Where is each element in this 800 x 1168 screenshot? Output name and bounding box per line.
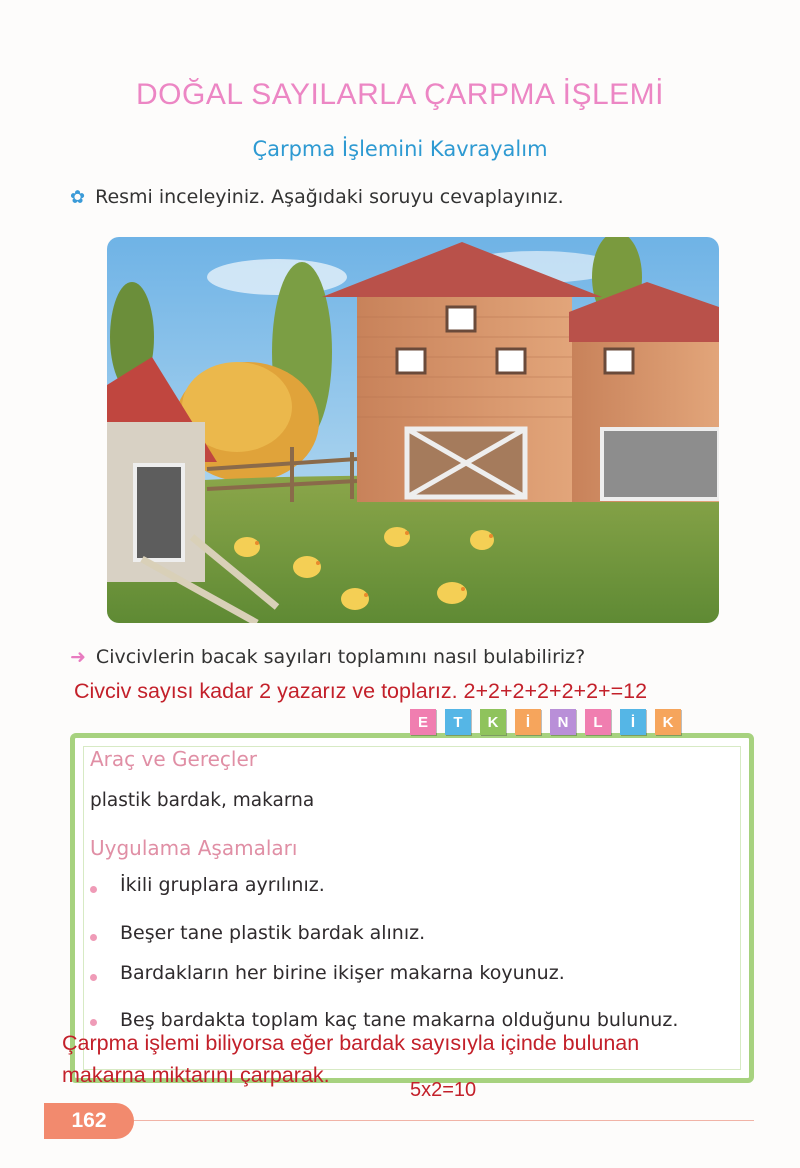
banner-letter: T <box>445 709 471 735</box>
arrow-right-icon: ➜ <box>70 646 86 668</box>
bullet-icon <box>90 934 97 941</box>
page-number: 162 <box>44 1103 134 1139</box>
step-item: Bardakların her birine ikişer makarna koyunuz. <box>120 962 565 984</box>
materials-text: plastik bardak, makarna <box>90 790 315 811</box>
banner-letter: İ <box>515 709 541 735</box>
step-item: Beşer tane plastik bardak alınız. <box>120 922 426 944</box>
footer-rule <box>134 1120 754 1121</box>
handwritten-answer-line-2: makarna miktarını çarparak. <box>62 1063 330 1087</box>
section-subtitle: Çarpma İşlemini Kavrayalım <box>252 137 548 161</box>
instruction-text: Resmi inceleyiniz. Aşağıdaki soruyu cevaplayınız. <box>95 186 564 208</box>
step-item: İkili gruplara ayrılınız. <box>120 874 325 896</box>
farm-illustration <box>107 237 719 623</box>
question-line <box>70 646 585 668</box>
bullet-icon <box>90 974 97 981</box>
handwritten-answer-line-1: Çarpma işlemi biliyorsa eğer bardak sayısıyla içinde bulunan <box>62 1031 640 1055</box>
banner-letter: L <box>585 709 611 735</box>
instruction-line <box>70 186 564 208</box>
flower-icon: ✿ <box>70 187 86 208</box>
question-text: Civcivlerin bacak sayıları toplamını nasıl bulabiliriz? <box>95 646 586 668</box>
handwritten-answer: Civciv sayısı kadar 2 yazarız ve toplarız. 2+2+2+2+2+2+=12 <box>74 679 648 703</box>
calculation: 5x2=10 <box>410 1079 477 1101</box>
banner-letter: N <box>550 709 576 735</box>
banner-letter: İ <box>620 709 646 735</box>
bullet-icon <box>90 1019 97 1026</box>
banner-letter: K <box>480 709 506 735</box>
materials-heading: Araç ve Gereçler <box>90 747 257 771</box>
steps-heading: Uygulama Aşamaları <box>90 836 298 860</box>
bullet-icon <box>90 886 97 893</box>
banner-letter: K <box>655 709 681 735</box>
banner-letter: E <box>410 709 436 735</box>
step-item: Beş bardakta toplam kaç tane makarna olduğunu bulunuz. <box>120 1009 679 1031</box>
activity-banner <box>410 709 681 735</box>
page-title: DOĞAL SAYILARLA ÇARPMA İŞLEMİ <box>135 78 664 111</box>
